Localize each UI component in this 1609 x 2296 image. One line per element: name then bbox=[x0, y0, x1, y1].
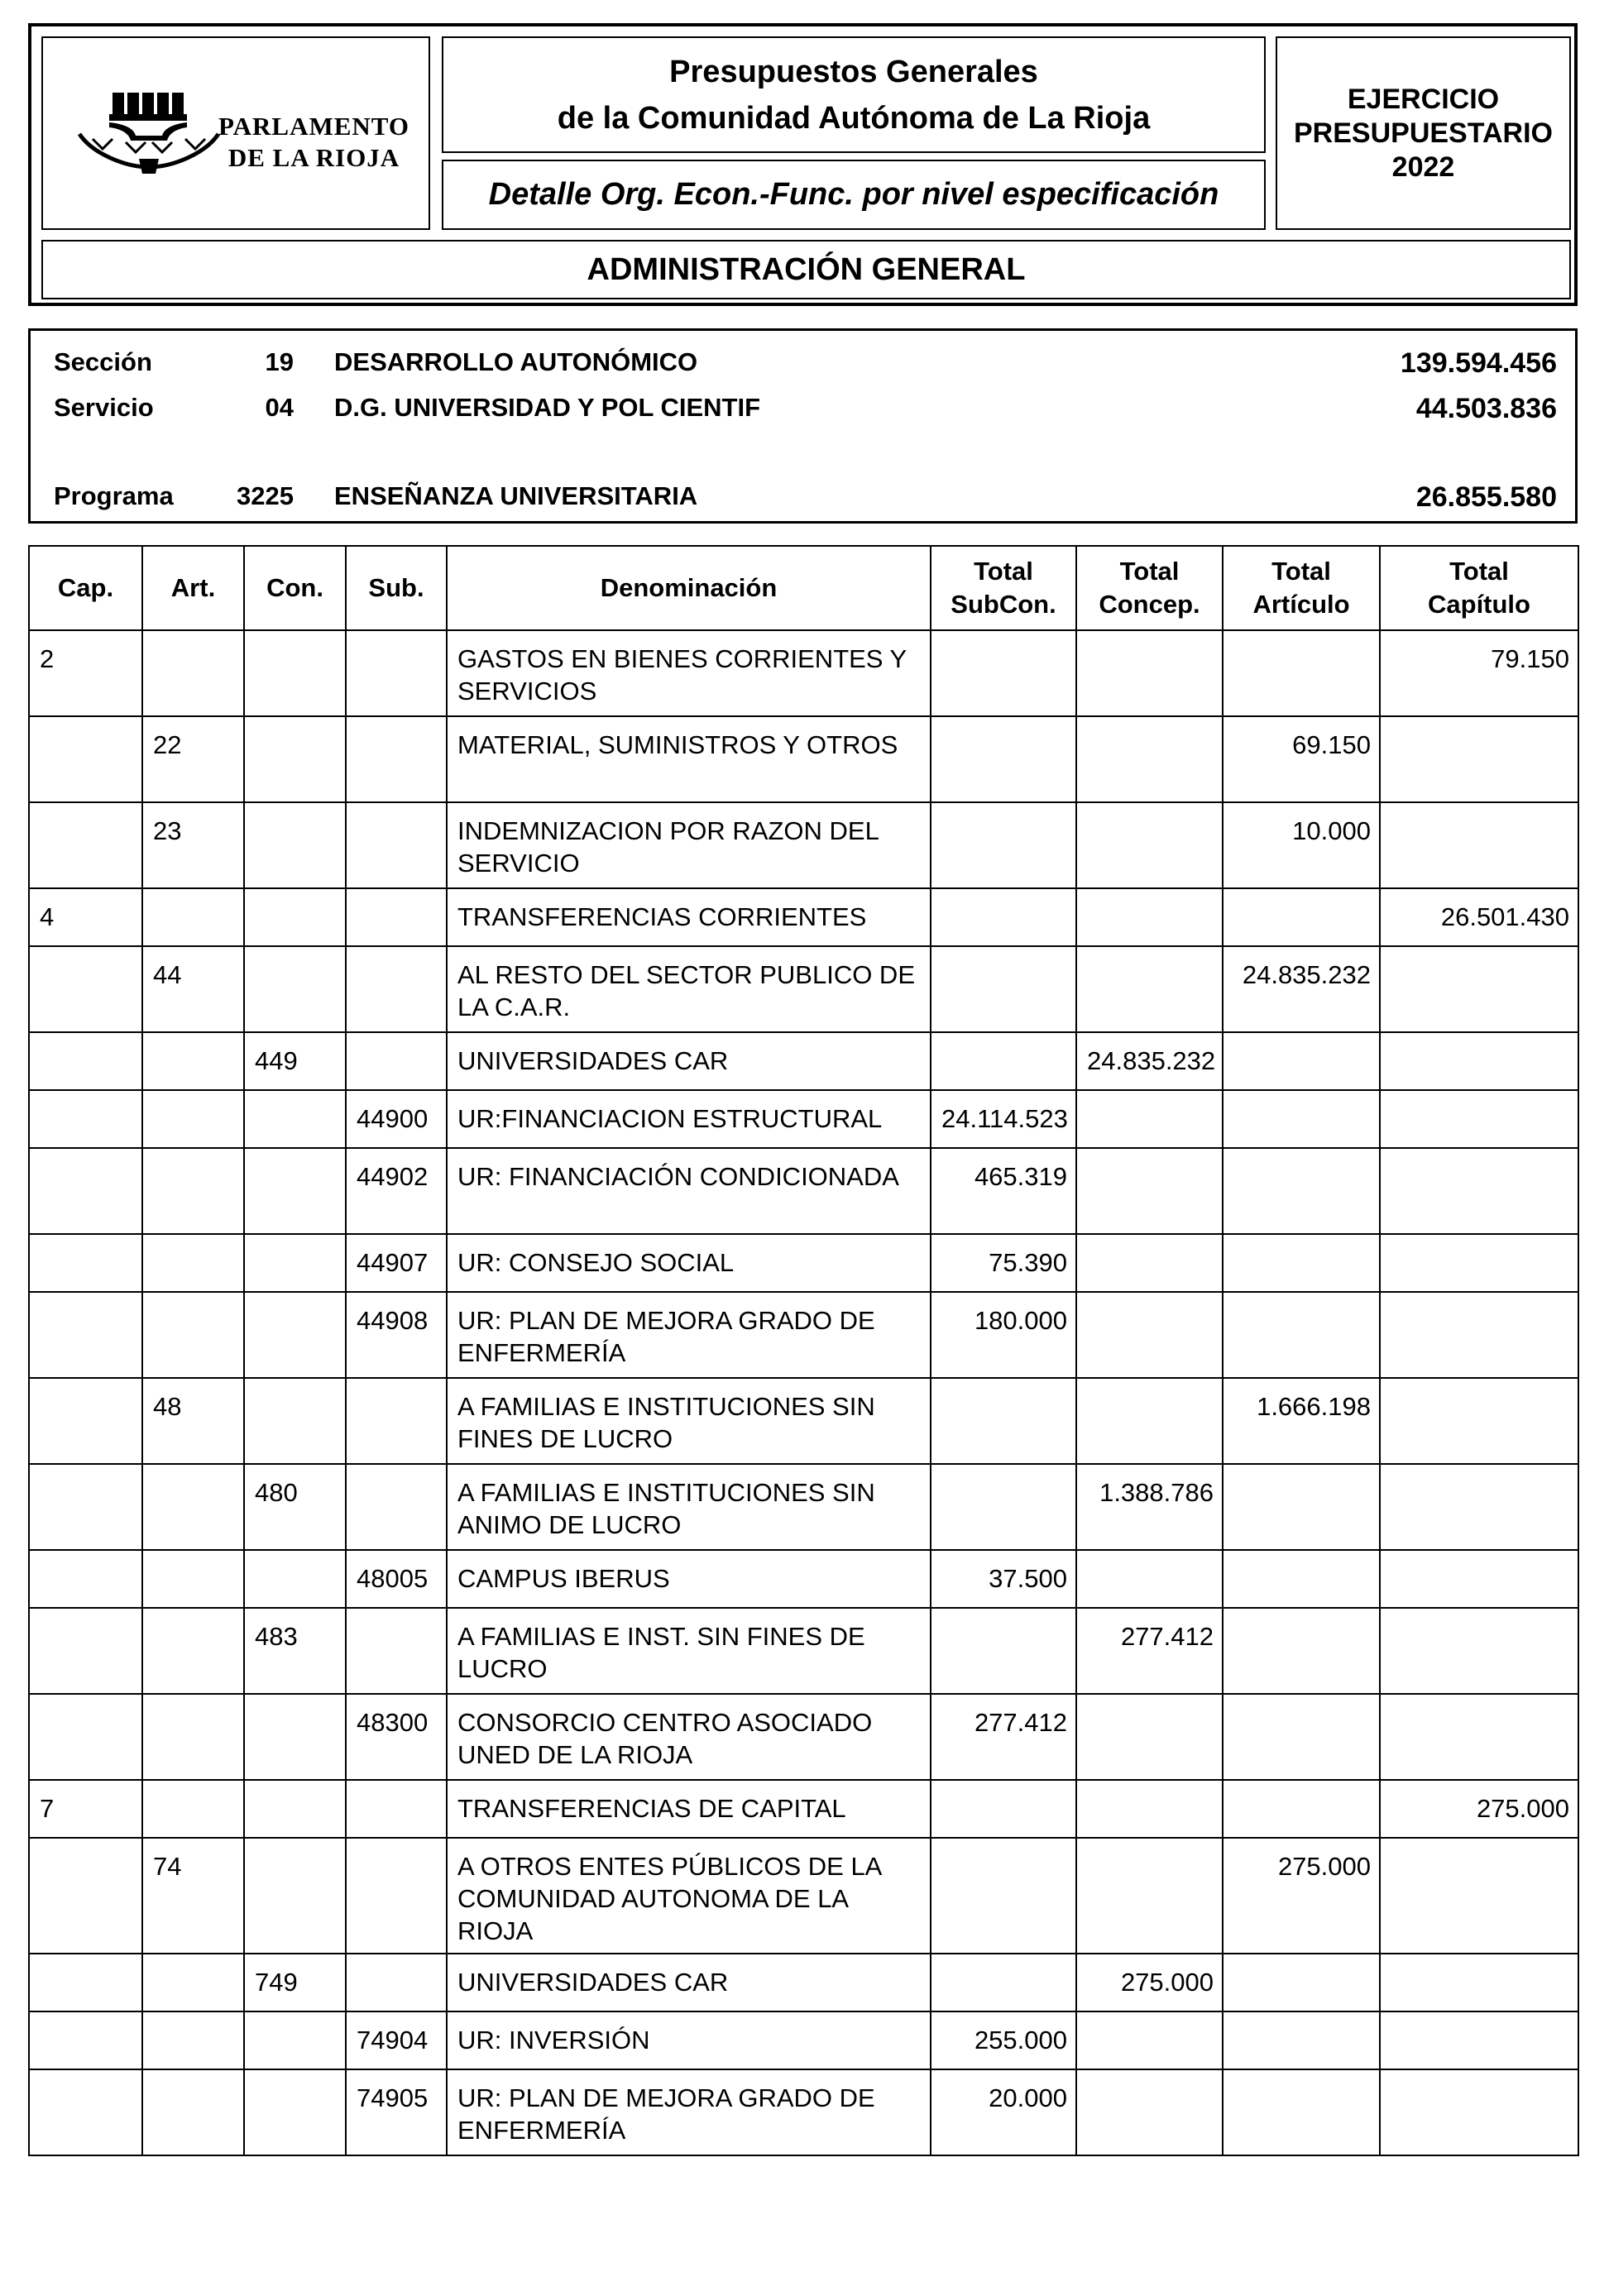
cell-cap bbox=[29, 1694, 142, 1780]
cell-total-capitulo bbox=[1380, 2069, 1578, 2155]
seccion-label: Sección bbox=[54, 347, 152, 376]
cell-cap bbox=[29, 1292, 142, 1378]
cell-total-subcon: 75.390 bbox=[931, 1234, 1076, 1292]
cell-total-capitulo bbox=[1380, 1954, 1578, 2011]
table-row bbox=[29, 1550, 1578, 1608]
cell-total-articulo bbox=[1223, 1608, 1380, 1694]
cell-art: 22 bbox=[142, 716, 244, 802]
cell-con: 480 bbox=[244, 1464, 346, 1550]
programa-name: ENSEÑANZA UNIVERSITARIA bbox=[334, 481, 698, 510]
cell-con bbox=[244, 716, 346, 802]
col-header-total-articulo-l2: Artículo bbox=[1252, 590, 1350, 619]
cell-cap bbox=[29, 716, 142, 802]
table-row bbox=[29, 1378, 1578, 1464]
cell-art bbox=[142, 1032, 244, 1090]
cell-total-concep bbox=[1076, 630, 1223, 716]
programa-amount: 26.855.580 bbox=[1415, 481, 1557, 513]
cell-denominacion: UNIVERSIDADES CAR bbox=[447, 1954, 931, 2011]
cell-denominacion: MATERIAL, SUMINISTROS Y OTROS bbox=[447, 716, 931, 802]
cell-sub bbox=[346, 946, 447, 1032]
subtitle-text: Detalle Org. Econ.-Func. por nivel especificación bbox=[488, 177, 1219, 212]
cell-denominacion: TRANSFERENCIAS CORRIENTES bbox=[447, 888, 931, 946]
cell-denominacion: UR:FINANCIACION ESTRUCTURAL bbox=[447, 1090, 931, 1148]
cell-con bbox=[244, 1090, 346, 1148]
program-info bbox=[28, 328, 1578, 524]
cell-total-capitulo: 79.150 bbox=[1380, 630, 1578, 716]
table-row bbox=[29, 1694, 1578, 1780]
cell-denominacion: GASTOS EN BIENES CORRIENTES Y SERVICIOS bbox=[447, 630, 931, 716]
cell-total-articulo bbox=[1223, 888, 1380, 946]
cell-total-articulo bbox=[1223, 2011, 1380, 2069]
cell-denominacion: UNIVERSIDADES CAR bbox=[447, 1032, 931, 1090]
cell-cap: 2 bbox=[29, 630, 142, 716]
cell-total-articulo bbox=[1223, 1234, 1380, 1292]
table-row bbox=[29, 802, 1578, 888]
cell-art bbox=[142, 630, 244, 716]
col-header-total-concep bbox=[1076, 546, 1223, 630]
cell-sub: 74905 bbox=[346, 2069, 447, 2155]
cell-con bbox=[244, 2011, 346, 2069]
cell-art: 74 bbox=[142, 1838, 244, 1954]
cell-total-articulo: 69.150 bbox=[1223, 716, 1380, 802]
servicio-code: 04 bbox=[265, 393, 294, 422]
cell-denominacion: AL RESTO DEL SECTOR PUBLICO DE LA C.A.R. bbox=[447, 946, 931, 1032]
cell-cap bbox=[29, 946, 142, 1032]
cell-con bbox=[244, 1550, 346, 1608]
cell-total-concep bbox=[1076, 802, 1223, 888]
cell-con bbox=[244, 946, 346, 1032]
cell-con bbox=[244, 630, 346, 716]
table-row bbox=[29, 1234, 1578, 1292]
cell-art bbox=[142, 1780, 244, 1838]
cell-total-capitulo bbox=[1380, 1090, 1578, 1148]
cell-sub bbox=[346, 1780, 447, 1838]
cell-art bbox=[142, 1292, 244, 1378]
cell-total-capitulo bbox=[1380, 1694, 1578, 1780]
cell-sub: 44900 bbox=[346, 1090, 447, 1148]
servicio-row bbox=[31, 393, 1575, 426]
cell-sub bbox=[346, 716, 447, 802]
cell-total-subcon bbox=[931, 1780, 1076, 1838]
col-header-con: Con. bbox=[244, 546, 346, 630]
cell-total-subcon bbox=[931, 1838, 1076, 1954]
seccion-row bbox=[31, 347, 1575, 380]
col-header-total-articulo-l1: Total bbox=[1271, 557, 1331, 586]
cell-con bbox=[244, 888, 346, 946]
cell-cap bbox=[29, 1954, 142, 2011]
cell-denominacion: TRANSFERENCIAS DE CAPITAL bbox=[447, 1780, 931, 1838]
cell-art bbox=[142, 1234, 244, 1292]
cell-total-capitulo bbox=[1380, 1234, 1578, 1292]
cell-total-concep bbox=[1076, 1838, 1223, 1954]
cell-cap bbox=[29, 1090, 142, 1148]
cell-total-concep: 275.000 bbox=[1076, 1954, 1223, 2011]
cell-total-concep bbox=[1076, 1378, 1223, 1464]
cell-cap: 4 bbox=[29, 888, 142, 946]
cell-cap bbox=[29, 1550, 142, 1608]
cell-total-articulo: 1.666.198 bbox=[1223, 1378, 1380, 1464]
logo-box bbox=[41, 36, 430, 230]
cell-total-articulo bbox=[1223, 1780, 1380, 1838]
servicio-name: D.G. UNIVERSIDAD Y POL CIENTIF bbox=[334, 393, 761, 422]
seccion-code: 19 bbox=[265, 347, 294, 376]
table-row bbox=[29, 1464, 1578, 1550]
cell-total-capitulo bbox=[1380, 1838, 1578, 1954]
cell-con: 449 bbox=[244, 1032, 346, 1090]
table-body bbox=[29, 630, 1578, 2155]
cell-total-capitulo bbox=[1380, 1378, 1578, 1464]
cell-total-concep bbox=[1076, 1292, 1223, 1378]
cell-total-capitulo bbox=[1380, 1032, 1578, 1090]
col-header-art: Art. bbox=[142, 546, 244, 630]
table-row bbox=[29, 1780, 1578, 1838]
col-header-total-capitulo-l2: Capítulo bbox=[1428, 590, 1530, 619]
cell-denominacion: CONSORCIO CENTRO ASOCIADO UNED DE LA RIOJA bbox=[447, 1694, 931, 1780]
cell-total-subcon bbox=[931, 946, 1076, 1032]
cell-con bbox=[244, 1148, 346, 1234]
cell-total-articulo bbox=[1223, 1464, 1380, 1550]
col-header-total-capitulo-l1: Total bbox=[1449, 557, 1509, 586]
cell-total-articulo bbox=[1223, 1694, 1380, 1780]
cell-sub bbox=[346, 1032, 447, 1090]
col-header-total-subcon-l1: Total bbox=[974, 557, 1033, 586]
administration-title bbox=[41, 240, 1571, 299]
cell-total-subcon: 20.000 bbox=[931, 2069, 1076, 2155]
seccion-amount: 139.594.456 bbox=[1400, 347, 1557, 379]
cell-total-articulo bbox=[1223, 630, 1380, 716]
institution-name-line1: PARLAMENTO bbox=[218, 112, 410, 141]
cell-art bbox=[142, 2069, 244, 2155]
cell-total-subcon bbox=[931, 630, 1076, 716]
cell-total-capitulo: 275.000 bbox=[1380, 1780, 1578, 1838]
cell-sub: 48300 bbox=[346, 1694, 447, 1780]
cell-sub bbox=[346, 1464, 447, 1550]
cell-con bbox=[244, 1694, 346, 1780]
cell-total-concep: 1.388.786 bbox=[1076, 1464, 1223, 1550]
cell-total-articulo bbox=[1223, 2069, 1380, 2155]
cell-cap bbox=[29, 1464, 142, 1550]
cell-sub bbox=[346, 802, 447, 888]
cell-sub bbox=[346, 630, 447, 716]
cell-art: 44 bbox=[142, 946, 244, 1032]
cell-total-capitulo bbox=[1380, 802, 1578, 888]
table-row bbox=[29, 716, 1578, 802]
cell-total-articulo bbox=[1223, 1954, 1380, 2011]
cell-total-capitulo: 26.501.430 bbox=[1380, 888, 1578, 946]
cell-cap bbox=[29, 802, 142, 888]
cell-con bbox=[244, 2069, 346, 2155]
table-header-row bbox=[29, 546, 1578, 630]
table-row bbox=[29, 1608, 1578, 1694]
cell-con: 483 bbox=[244, 1608, 346, 1694]
cell-cap bbox=[29, 1838, 142, 1954]
cell-con bbox=[244, 1234, 346, 1292]
cell-total-articulo bbox=[1223, 1090, 1380, 1148]
cell-cap bbox=[29, 1032, 142, 1090]
cell-sub: 48005 bbox=[346, 1550, 447, 1608]
document-header bbox=[28, 23, 1578, 306]
col-header-cap: Cap. bbox=[29, 546, 142, 630]
cell-total-subcon bbox=[931, 802, 1076, 888]
cell-total-subcon bbox=[931, 716, 1076, 802]
parliament-emblem-logo bbox=[76, 88, 225, 179]
cell-sub: 74904 bbox=[346, 2011, 447, 2069]
cell-total-capitulo bbox=[1380, 1148, 1578, 1234]
cell-sub bbox=[346, 1378, 447, 1464]
administration-title-text: ADMINISTRACIÓN GENERAL bbox=[587, 251, 1026, 287]
cell-total-subcon: 277.412 bbox=[931, 1694, 1076, 1780]
cell-denominacion: CAMPUS IBERUS bbox=[447, 1550, 931, 1608]
cell-total-capitulo bbox=[1380, 1292, 1578, 1378]
cell-total-concep bbox=[1076, 2011, 1223, 2069]
cell-con bbox=[244, 1780, 346, 1838]
cell-total-concep bbox=[1076, 946, 1223, 1032]
cell-total-concep bbox=[1076, 1550, 1223, 1608]
servicio-amount: 44.503.836 bbox=[1415, 393, 1557, 424]
col-header-total-subcon bbox=[931, 546, 1076, 630]
cell-total-subcon bbox=[931, 1464, 1076, 1550]
cell-total-articulo bbox=[1223, 1550, 1380, 1608]
cell-cap: 7 bbox=[29, 1780, 142, 1838]
cell-cap bbox=[29, 1608, 142, 1694]
cell-total-capitulo bbox=[1380, 1550, 1578, 1608]
cell-art: 23 bbox=[142, 802, 244, 888]
cell-denominacion: A OTROS ENTES PÚBLICOS DE LA COMUNIDAD AUTONOMA DE LA RIOJA bbox=[447, 1838, 931, 1954]
cell-sub: 44908 bbox=[346, 1292, 447, 1378]
cell-art bbox=[142, 2011, 244, 2069]
year-label-line2: PRESUPUESTARIO bbox=[1294, 117, 1553, 149]
cell-art: 48 bbox=[142, 1378, 244, 1464]
table-row bbox=[29, 2069, 1578, 2155]
cell-cap bbox=[29, 1378, 142, 1464]
col-header-total-concep-l1: Total bbox=[1119, 557, 1180, 586]
cell-denominacion: UR: CONSEJO SOCIAL bbox=[447, 1234, 931, 1292]
cell-total-subcon: 180.000 bbox=[931, 1292, 1076, 1378]
cell-art bbox=[142, 1148, 244, 1234]
cell-denominacion: UR: PLAN DE MEJORA GRADO DE ENFERMERÍA bbox=[447, 2069, 931, 2155]
cell-total-concep bbox=[1076, 1234, 1223, 1292]
cell-total-capitulo bbox=[1380, 1608, 1578, 1694]
cell-art bbox=[142, 1464, 244, 1550]
seccion-name: DESARROLLO AUTONÓMICO bbox=[334, 347, 698, 376]
programa-row bbox=[31, 481, 1575, 514]
cell-con bbox=[244, 1838, 346, 1954]
table-row bbox=[29, 2011, 1578, 2069]
cell-total-concep bbox=[1076, 1148, 1223, 1234]
cell-total-subcon: 37.500 bbox=[931, 1550, 1076, 1608]
cell-total-subcon bbox=[931, 888, 1076, 946]
col-header-total-subcon-l2: SubCon. bbox=[951, 590, 1056, 619]
cell-con bbox=[244, 1292, 346, 1378]
cell-total-articulo bbox=[1223, 1148, 1380, 1234]
cell-total-subcon bbox=[931, 1032, 1076, 1090]
programa-code: 3225 bbox=[237, 481, 294, 510]
cell-total-subcon: 465.319 bbox=[931, 1148, 1076, 1234]
cell-cap bbox=[29, 2069, 142, 2155]
cell-total-articulo bbox=[1223, 1292, 1380, 1378]
cell-con bbox=[244, 802, 346, 888]
title-line1: Presupuestos Generales bbox=[669, 54, 1038, 89]
cell-total-articulo: 10.000 bbox=[1223, 802, 1380, 888]
cell-total-subcon bbox=[931, 1378, 1076, 1464]
cell-art bbox=[142, 1090, 244, 1148]
cell-art bbox=[142, 1608, 244, 1694]
cell-total-articulo bbox=[1223, 1032, 1380, 1090]
document-title bbox=[442, 36, 1266, 153]
cell-cap bbox=[29, 1148, 142, 1234]
table-row bbox=[29, 1090, 1578, 1148]
cell-art bbox=[142, 1550, 244, 1608]
cell-total-capitulo bbox=[1380, 716, 1578, 802]
col-header-denominacion: Denominación bbox=[447, 546, 931, 630]
institution-name bbox=[218, 111, 409, 174]
cell-cap bbox=[29, 1234, 142, 1292]
cell-total-subcon bbox=[931, 1608, 1076, 1694]
servicio-label: Servicio bbox=[54, 393, 154, 422]
cell-total-concep bbox=[1076, 716, 1223, 802]
cell-denominacion: A FAMILIAS E INSTITUCIONES SIN ANIMO DE LUCRO bbox=[447, 1464, 931, 1550]
col-header-total-capitulo bbox=[1380, 546, 1578, 630]
cell-total-concep bbox=[1076, 1780, 1223, 1838]
col-header-sub: Sub. bbox=[346, 546, 447, 630]
cell-total-capitulo bbox=[1380, 946, 1578, 1032]
title-line2: de la Comunidad Autónoma de La Rioja bbox=[557, 100, 1151, 136]
table-row bbox=[29, 1292, 1578, 1378]
fiscal-year-box bbox=[1276, 36, 1571, 230]
table-row bbox=[29, 1954, 1578, 2011]
cell-denominacion: UR: FINANCIACIÓN CONDICIONADA bbox=[447, 1148, 931, 1234]
cell-sub bbox=[346, 1608, 447, 1694]
cell-sub bbox=[346, 1954, 447, 2011]
cell-denominacion: UR: PLAN DE MEJORA GRADO DE ENFERMERÍA bbox=[447, 1292, 931, 1378]
cell-total-articulo: 275.000 bbox=[1223, 1838, 1380, 1954]
cell-total-concep: 24.835.232 bbox=[1076, 1032, 1223, 1090]
institution-name-line2: DE LA RIOJA bbox=[227, 143, 400, 172]
cell-sub bbox=[346, 888, 447, 946]
cell-total-concep bbox=[1076, 1090, 1223, 1148]
cell-art bbox=[142, 1954, 244, 2011]
cell-art bbox=[142, 1694, 244, 1780]
cell-denominacion: A FAMILIAS E INST. SIN FINES DE LUCRO bbox=[447, 1608, 931, 1694]
cell-denominacion: UR: INVERSIÓN bbox=[447, 2011, 931, 2069]
cell-total-capitulo bbox=[1380, 1464, 1578, 1550]
document-subtitle bbox=[442, 160, 1266, 230]
cell-total-articulo: 24.835.232 bbox=[1223, 946, 1380, 1032]
cell-sub bbox=[346, 1838, 447, 1954]
table-row bbox=[29, 1148, 1578, 1234]
budget-table bbox=[28, 545, 1579, 2156]
table-row bbox=[29, 1032, 1578, 1090]
cell-denominacion: INDEMNIZACION POR RAZON DEL SERVICIO bbox=[447, 802, 931, 888]
cell-total-concep bbox=[1076, 888, 1223, 946]
table-row bbox=[29, 630, 1578, 716]
cell-sub: 44902 bbox=[346, 1148, 447, 1234]
year-label-line1: EJERCICIO bbox=[1347, 83, 1500, 115]
col-header-total-concep-l2: Concep. bbox=[1099, 590, 1200, 619]
cell-total-subcon: 24.114.523 bbox=[931, 1090, 1076, 1148]
fiscal-year: 2022 bbox=[1391, 151, 1455, 183]
cell-art bbox=[142, 888, 244, 946]
cell-total-capitulo bbox=[1380, 2011, 1578, 2069]
cell-denominacion: A FAMILIAS E INSTITUCIONES SIN FINES DE LUCRO bbox=[447, 1378, 931, 1464]
cell-total-subcon: 255.000 bbox=[931, 2011, 1076, 2069]
cell-total-concep bbox=[1076, 1694, 1223, 1780]
cell-con bbox=[244, 1378, 346, 1464]
cell-sub: 44907 bbox=[346, 1234, 447, 1292]
cell-cap bbox=[29, 2011, 142, 2069]
cell-con: 749 bbox=[244, 1954, 346, 2011]
cell-total-concep: 277.412 bbox=[1076, 1608, 1223, 1694]
table-row bbox=[29, 946, 1578, 1032]
cell-total-concep bbox=[1076, 2069, 1223, 2155]
cell-total-subcon bbox=[931, 1954, 1076, 2011]
programa-label: Programa bbox=[54, 481, 174, 510]
table-row bbox=[29, 888, 1578, 946]
table-row bbox=[29, 1838, 1578, 1954]
col-header-total-articulo bbox=[1223, 546, 1380, 630]
